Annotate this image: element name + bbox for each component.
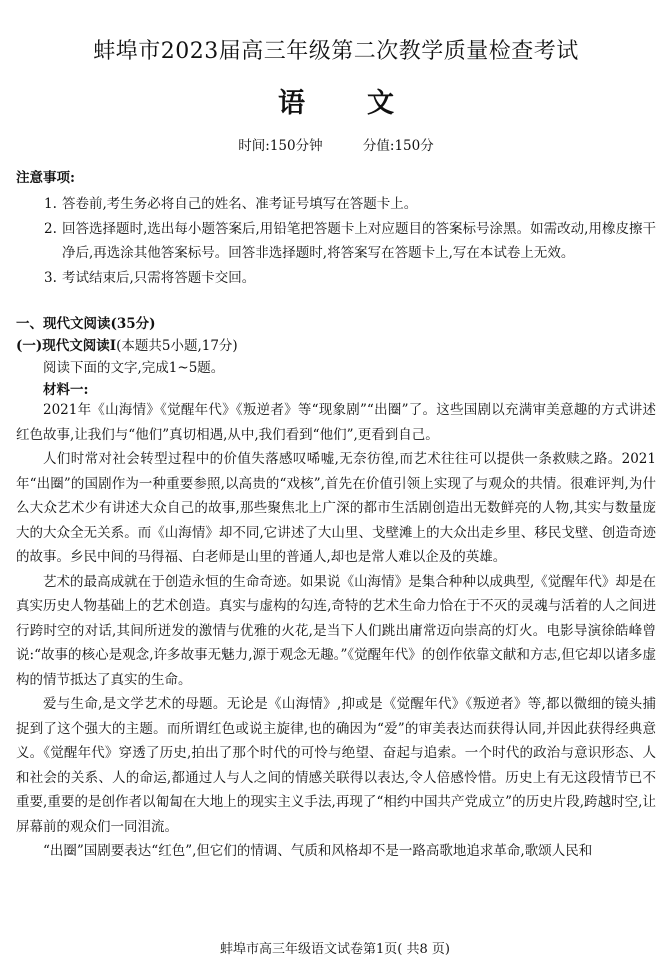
- notice-item-number: 3.: [44, 269, 57, 286]
- subject-title: 语文: [278, 88, 456, 119]
- notice-item: [16, 217, 656, 266]
- notice-item-number: 1.: [44, 196, 57, 212]
- passage-paragraph: 爱与生命,是文学艺术的母题。无论是《山海情》,抑或是《觉醒年代》《叛逆者》等,都以微细的镜头捕捉到了这个强大的主题。而所谓红色或说主旋律,也的确因为“爱”的审美表达而获得认同,并因此获得经典意义。《觉醒年代》穿透了历史,拍出了那个时代的可怜与绝望、奋起与追索。一个时代的政治与意识形态、人和社会的关系、人的命运,都通过人与人之间的情感关联得以表达,令人倍感怜惜。历史上有无这段情节已不重要,重要的是创作者以匍匐在大地上的现实主义手法,再现了“相约中国共产党成立”的历史片段,跨越时空,让屏幕前的观众们一同泪流。: [16, 696, 656, 835]
- notice-item-text: 回答选择题时,选出每小题答案后,用铅笔把答题卡上对应题目的答案标号涂黑。如需改动,用橡皮擦干净后,再选涂其他答案标号。回答非选择题时,将答案写在答题卡上,写在本试卷上无效。: [62, 220, 656, 261]
- subsection-label: (一)现代文阅读Ⅰ: [16, 338, 117, 354]
- notice-item: [16, 266, 656, 291]
- reading-instruction: 阅读下面的文字,完成1~5题。: [43, 360, 225, 376]
- passage-paragraph: 人们时常对社会转型过程中的价值失落感叹唏嘘,无奈彷徨,而艺术往往可以提供一条救赎之路。2021年“出圈”的国剧作为一种重要参照,以高贵的“戏核”,首先在价值引领上实现了与观众的共情。很难评判,为什么大众艺术少有讲述大众自己的故事,那些聚焦北上广深的都市生活剧创造出无数鲜亮的人物,其实与数量庞大的大众全无关系。而《山海情》却不同,它讲述了大山里、戈壁滩上的大众出走乡里、移民戈壁、创造奇迹的故事。乡民中间的马得福、白老师是山里的普通人,却也是常人难以企及的英雄。: [16, 451, 656, 565]
- exam-score: 分值:150分: [362, 138, 434, 154]
- passage-paragraph: “出圈”国剧要表达“红色”,但它们的情调、气质和风格却不是一路高歌地追求革命,歌颂人民和: [43, 843, 593, 859]
- notice-list: [16, 192, 656, 290]
- notice-item-text: 考试结束后,只需将答题卡交回。: [62, 269, 256, 286]
- notice-item-number: 2.: [44, 220, 57, 237]
- page-footer: 蚌埠市高三年级语文试卷第1页( 共8 页): [220, 942, 450, 957]
- subsection-note: (本题共5小题,17分): [116, 338, 238, 354]
- passage-paragraph: 艺术的最高成就在于创造永恒的生命奇迹。如果说《山海情》是集合种种以成典型,《觉醒年代》却是在真实历史人物基础上的艺术创造。真实与虚构的勾连,奇特的艺术生命力恰在于不灭的灵魂与活着的人之间进行跨时空的对话,其间所迸发的激情与优雅的火花,是当下人们跳出庸常迈向崇高的灯火。电影导演徐皓峰曾说:“故事的核心是观念,许多故事无魅力,源于观念无趣。”《觉醒年代》的创作依靠文献和方志,但它却以诸多虚构的情节抵达了真实的生命。: [16, 573, 656, 688]
- notice-item: [16, 192, 656, 217]
- exam-meta: [16, 134, 656, 154]
- exam-title: 蚌埠市2023届高三年级第二次教学质量检查考试: [93, 39, 579, 64]
- material-label: 材料一:: [43, 382, 89, 398]
- notice-item-text: 答卷前,考生务必将自己的姓名、准考证号填写在答题卡上。: [62, 196, 418, 212]
- subsection-heading: [16, 334, 656, 354]
- section-heading: 一、现代文阅读(35分): [16, 316, 156, 332]
- notice-heading: 注意事项:: [16, 170, 75, 186]
- exam-time: 时间:150分钟: [238, 138, 323, 154]
- passage-paragraph: 2021年《山海情》《觉醒年代》《叛逆者》等“现象剧”“出圈”了。这些国剧以充满审美意趣的方式讲述红色故事,让我们与“他们”真切相遇,从中,我们看到“他们”,更看到自己。: [16, 402, 656, 443]
